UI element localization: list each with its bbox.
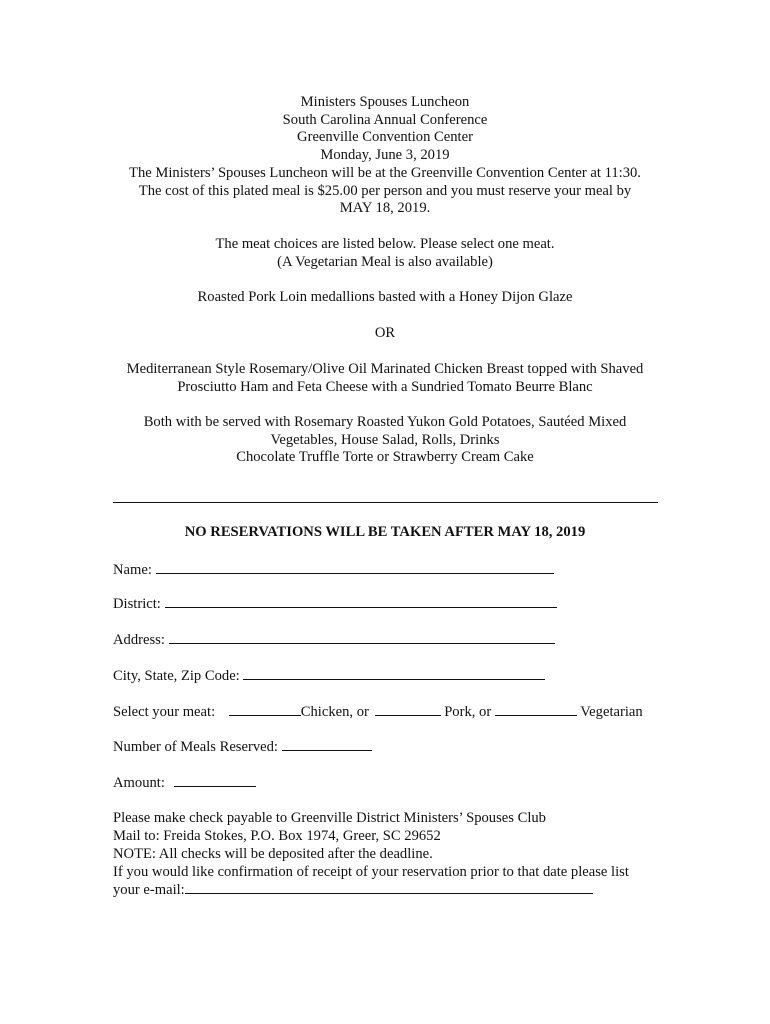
header-block [100,94,670,218]
sides-line1: Both with be served with Rosemary Roasted Yukon Gold Potatoes, Sautéed Mixed [143,414,627,430]
chicken-option [100,361,670,396]
pork-option-text: Roasted Pork Loin medallions basted with a Honey Dijon Glaze [197,289,573,305]
address-row [113,631,555,649]
reservation-deadline-notice: NO RESERVATIONS WILL BE TAKEN AFTER MAY 18, 2019 [184,524,586,540]
meat-label: Select your meat: [113,704,216,720]
email-label: your e-mail: [113,882,185,898]
vegetarian-choice-field[interactable] [495,703,577,716]
menu-intro [100,236,670,271]
address-label: Address: [113,632,165,648]
pork-option [100,289,670,307]
menu-intro-line2: (A Vegetarian Meal is also available) [277,253,493,270]
conference-name: South Carolina Annual Conference [282,111,488,128]
event-details-line1: The Ministers’ Spouses Luncheon will be at the Greenville Convention Center at 11:30. [129,164,641,181]
pork-choice-field[interactable] [375,703,441,716]
email-field[interactable] [185,881,593,894]
city-field[interactable] [243,667,545,680]
name-label: Name: [113,562,152,578]
chicken-choice-field[interactable] [229,703,301,716]
name-row [113,561,554,579]
or-separator [100,325,670,343]
meat-row [113,703,643,721]
amount-row [113,774,256,792]
or-text: OR [374,325,396,341]
deposit-note: NOTE: All checks will be deposited after the deadline. [113,846,433,862]
chicken-choice-label: Chicken, or [300,704,369,720]
vegetarian-choice-label: Vegetarian [580,704,643,720]
amount-label: Amount: [113,775,165,791]
address-field[interactable] [169,631,555,644]
pork-choice-label: Pork, or [444,704,492,720]
meals-label: Number of Meals Reserved: [113,739,278,755]
meals-field[interactable] [282,738,372,751]
district-label: District: [113,596,161,612]
chicken-option-line2: Prosciutto Ham and Feta Cheese with a Sundried Tomato Beurre Blanc [177,378,593,395]
sides-line3: Chocolate Truffle Torte or Strawberry Cream Cake [236,449,534,466]
name-field[interactable] [156,561,554,574]
payment-instructions [113,809,629,899]
event-details-line2: The cost of this plated meal is $25.00 per person and you must reserve your meal by [138,182,632,199]
sides-block [100,414,670,467]
amount-field[interactable] [174,774,256,787]
meals-row [113,738,372,756]
chicken-option-line1: Mediterranean Style Rosemary/Olive Oil Marinated Chicken Breast topped with Shaved [126,361,644,377]
mail-to-text: Mail to: Freida Stokes, P.O. Box 1974, Greer, SC 29652 [113,828,441,844]
email-row [113,881,629,899]
confirmation-text: If you would like confirmation of receipt of your reservation prior to that date please list [113,864,629,880]
divider-line [113,502,658,503]
city-label: City, State, Zip Code: [113,668,240,684]
payable-text: Please make check payable to Greenville District Ministers’ Spouses Club [113,810,546,826]
district-field[interactable] [165,595,557,608]
event-date: Monday, June 3, 2019 [320,147,450,164]
event-title: Ministers Spouses Luncheon [300,94,470,110]
sides-line2: Vegetables, House Salad, Rolls, Drinks [270,431,500,448]
deadline-date: MAY 18, 2019. [339,200,431,217]
district-row [113,595,557,613]
venue-name: Greenville Convention Center [297,129,473,146]
city-row [113,667,545,685]
menu-intro-line1: The meat choices are listed below. Please select one meat. [215,236,555,252]
